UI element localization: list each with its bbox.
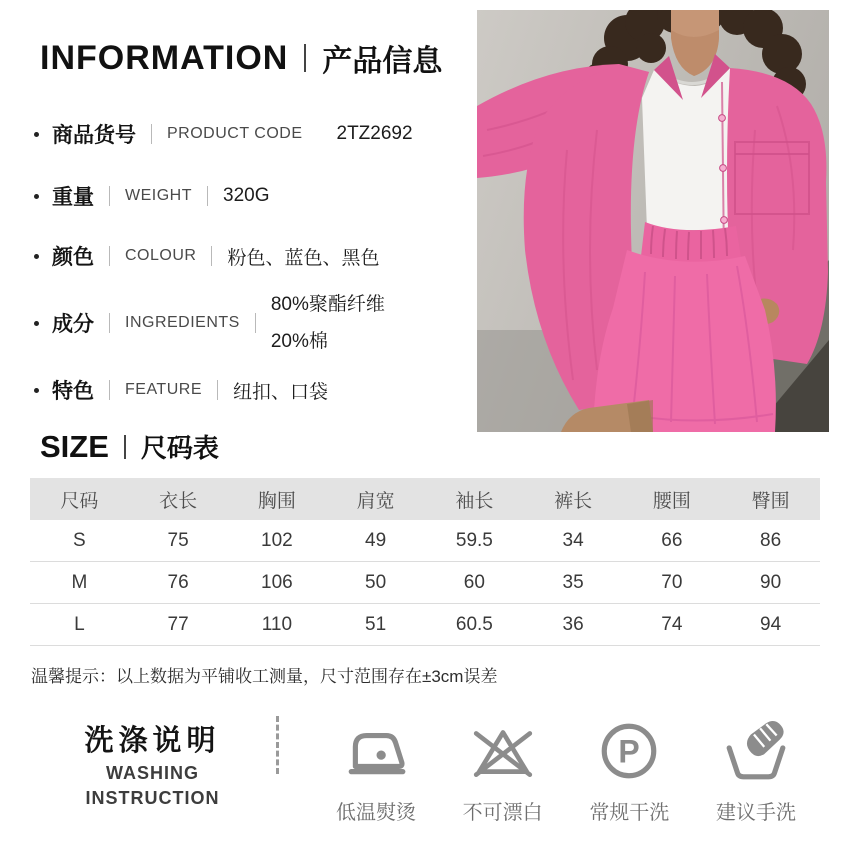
size-title-zh: 尺码表 [140, 433, 219, 463]
info-row-ingredients [32, 286, 477, 360]
dry-clean-p-icon [596, 716, 662, 786]
info-row-weight [32, 174, 477, 218]
cell: 70 [623, 562, 722, 604]
cell: 110 [228, 604, 327, 646]
dashed-divider [276, 716, 279, 774]
label-en: COLOUR [125, 247, 197, 264]
label-zh: 商品货号 [52, 124, 136, 147]
colour-value: 粉色、蓝色、黑色 [227, 247, 380, 269]
cell: L [30, 604, 129, 646]
label-zh: 重量 [52, 186, 94, 209]
bullet-dot [34, 388, 39, 393]
washing-item-label: 常规干洗 [589, 802, 670, 824]
cell: 90 [721, 562, 820, 604]
divider-bar [124, 435, 126, 459]
label-zh: 特色 [52, 380, 94, 403]
col-hip: 臀围 [721, 478, 820, 520]
divider-pipe [211, 246, 212, 266]
cell: M [30, 562, 129, 604]
information-title-zh: 产品信息 [322, 45, 443, 78]
no-bleach-icon [470, 716, 536, 786]
divider-pipe [151, 124, 152, 144]
col-size: 尺码 [30, 478, 129, 520]
label-zh: 成分 [52, 313, 94, 336]
cell: 34 [524, 520, 623, 562]
information-header [40, 36, 442, 80]
info-row-product-code [32, 112, 477, 156]
iron-icon [343, 716, 409, 786]
divider-pipe [207, 186, 208, 206]
washing-item-label: 不可漂白 [462, 802, 543, 824]
bullet-dot [34, 132, 39, 137]
table-row-l [30, 604, 820, 646]
divider-pipe [109, 313, 110, 333]
washing-item-label: 低温熨烫 [336, 802, 416, 824]
washing-title [40, 718, 265, 809]
cell: S [30, 520, 129, 562]
size-title-en: SIZE [40, 428, 109, 464]
ingredients-line-1: 80%聚酯纤维 [270, 294, 385, 315]
washing-item-no-bleach [445, 716, 561, 825]
col-pants-length: 裤长 [524, 478, 623, 520]
product-photo [477, 10, 829, 432]
washing-title-en-1: WASHING [105, 763, 199, 783]
cell: 51 [326, 604, 425, 646]
divider-pipe [109, 246, 110, 266]
col-waist: 腰围 [623, 478, 722, 520]
info-rows [32, 112, 477, 412]
washing-items [318, 716, 814, 825]
washing-item-hand-wash [698, 716, 814, 825]
info-row-feature [32, 368, 477, 412]
size-header [40, 428, 219, 465]
cell: 106 [228, 562, 327, 604]
col-shoulder: 肩宽 [326, 478, 425, 520]
cell: 60.5 [425, 604, 524, 646]
divider-bar [304, 44, 306, 72]
table-row-s [30, 520, 820, 562]
cell: 76 [129, 562, 228, 604]
svg-text:P: P [618, 733, 640, 770]
feature-value: 纽扣、口袋 [232, 381, 328, 403]
divider-pipe [109, 186, 110, 206]
bullet-dot [34, 321, 39, 326]
label-zh: 颜色 [52, 246, 94, 269]
information-title-en: INFORMATION [40, 38, 289, 77]
size-table-header-row [30, 478, 820, 520]
cell: 102 [228, 520, 327, 562]
info-row-colour [32, 234, 477, 278]
table-row-m [30, 562, 820, 604]
product-photo-illustration [477, 10, 829, 432]
ingredients-line-2: 20%棉 [270, 331, 328, 352]
washing-item-label: 建议手洗 [715, 802, 796, 824]
col-sleeve: 袖长 [425, 478, 524, 520]
cell: 94 [721, 604, 820, 646]
label-en: FEATURE [125, 381, 202, 398]
washing-title-zh: 洗涤说明 [84, 725, 221, 757]
divider-pipe [255, 313, 256, 333]
cell: 35 [524, 562, 623, 604]
label-en: PRODUCT CODE [167, 125, 303, 142]
washing-item-iron [318, 716, 434, 825]
bullet-dot [34, 194, 39, 199]
cell: 59.5 [425, 520, 524, 562]
ingredients-value [271, 286, 385, 360]
col-bust: 胸围 [228, 478, 327, 520]
weight-value: 320G [223, 185, 270, 206]
label-en: WEIGHT [125, 187, 192, 204]
product-code-value: 2TZ2692 [336, 123, 413, 144]
hand-wash-icon [723, 716, 789, 786]
cell: 75 [129, 520, 228, 562]
bullet-dot [34, 254, 39, 259]
divider-pipe [217, 380, 218, 400]
divider-pipe [109, 380, 110, 400]
label-en: INGREDIENTS [125, 314, 240, 331]
size-table [30, 478, 820, 646]
cell: 77 [129, 604, 228, 646]
cell: 86 [721, 520, 820, 562]
cell: 50 [326, 562, 425, 604]
cell: 49 [326, 520, 425, 562]
cell: 36 [524, 604, 623, 646]
washing-item-dry-clean [571, 716, 687, 825]
cell: 74 [623, 604, 722, 646]
measurement-note: 温馨提示：以上数据为平铺收工测量，尺寸范围存在±3cm误差 [31, 667, 498, 686]
washing-title-en-2: INSTRUCTION [85, 788, 220, 808]
col-garment-length: 衣长 [129, 478, 228, 520]
cell: 60 [425, 562, 524, 604]
cell: 66 [623, 520, 722, 562]
